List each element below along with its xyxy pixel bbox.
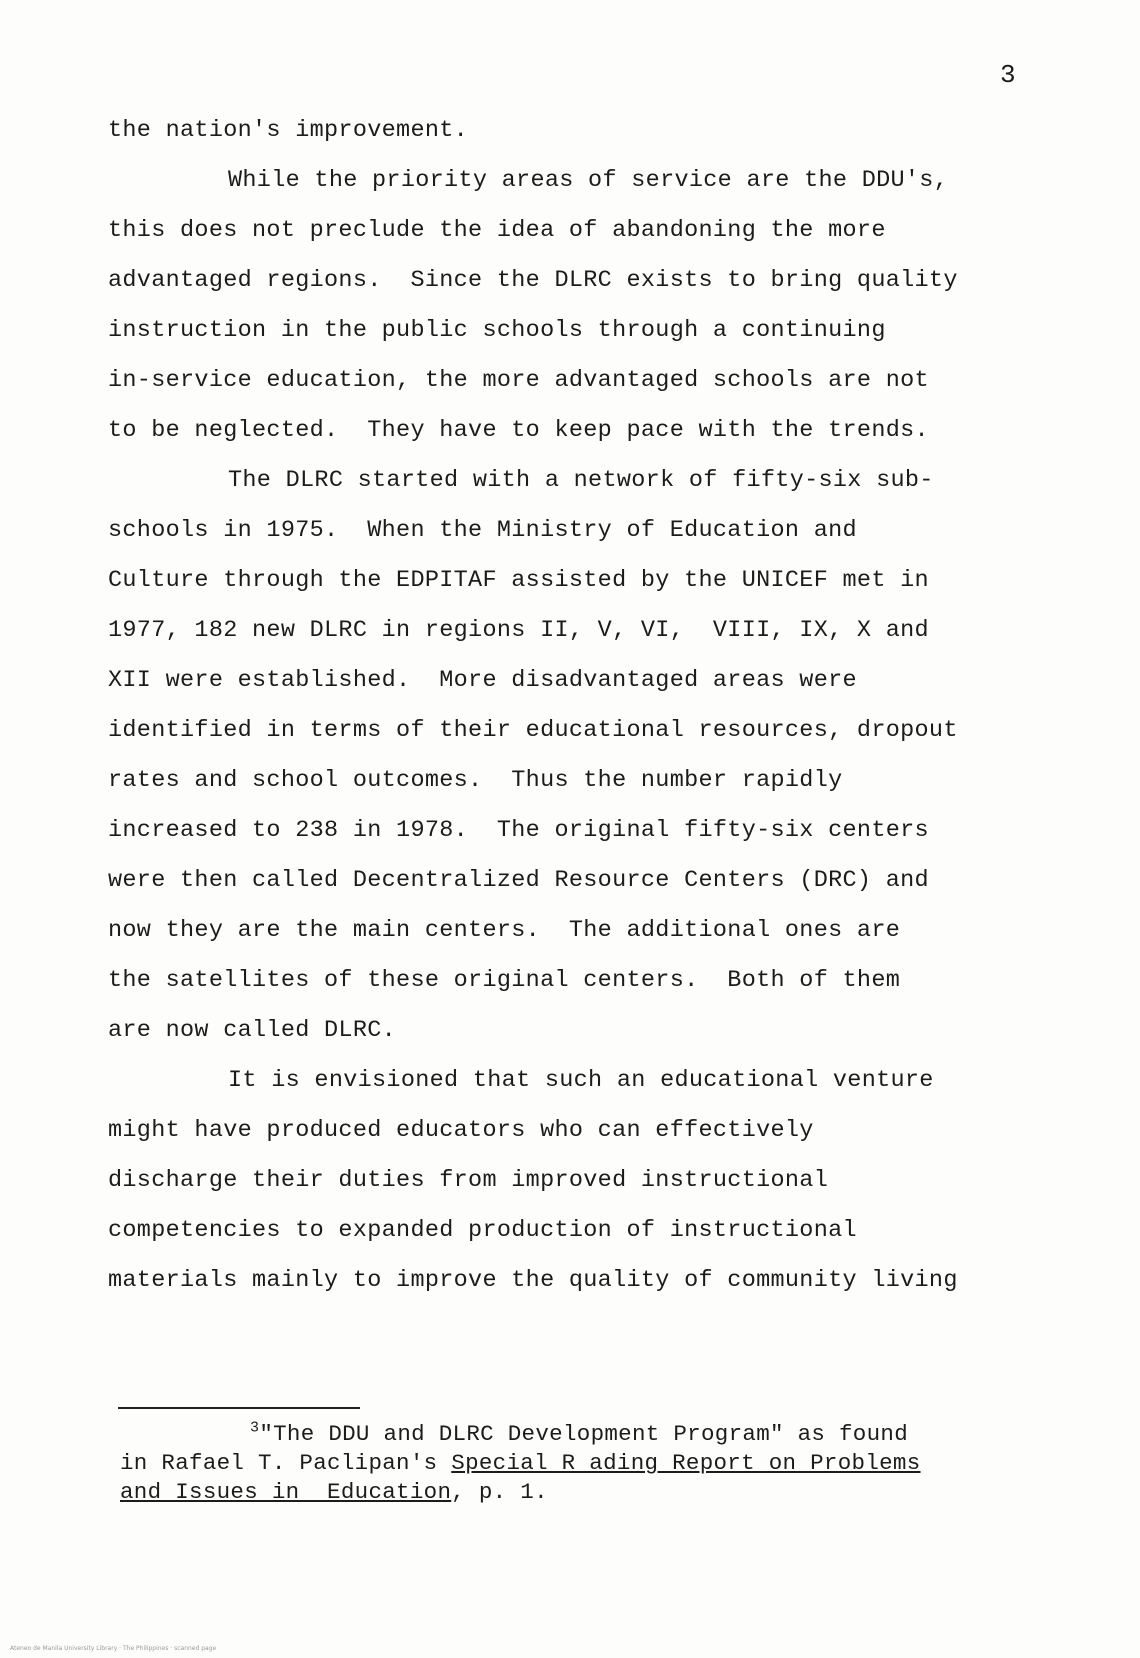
- body-line: Culture through the EDPITAF assisted by the UNICEF met in: [108, 567, 929, 594]
- body-line: schools in 1975. When the Ministry of Education and: [108, 517, 857, 544]
- body-line: the satellites of these original centers. Both of them: [108, 967, 901, 994]
- footnote-line-3: [120, 1478, 1080, 1507]
- body-line: to be neglected. They have to keep pace with the trends.: [108, 417, 929, 444]
- footnote: [120, 1420, 1080, 1507]
- body-line: are now called DLRC.: [108, 1017, 397, 1044]
- paragraph-start-line: The DLRC started with a network of fifty-six sub-: [228, 467, 934, 494]
- body-line: now they are the main centers. The additional ones are: [108, 917, 901, 944]
- body-line: in-service education, the more advantaged schools are not: [108, 367, 929, 394]
- body-line: might have produced educators who can effectively: [108, 1117, 814, 1144]
- footnote-text: "The DDU and DLRC Development Program" as found: [259, 1421, 909, 1447]
- body-line: were then called Decentralized Resource Centers (DRC) and: [108, 867, 929, 894]
- body-line: identified in terms of their educational resources, dropout: [108, 717, 958, 744]
- paragraph-start-line: While the priority areas of service are the DDU's,: [228, 167, 949, 194]
- footnote-text: in Rafael T. Paclipan's: [120, 1450, 452, 1476]
- body-line: 1977, 182 new DLRC in regions II, V, VI, VIII, IX, X and: [108, 617, 929, 644]
- footnote-text: , p. 1.: [451, 1479, 548, 1505]
- body-line: discharge their duties from improved instructional: [108, 1167, 829, 1194]
- scan-footer-text: Ateneo de Manila University Library · The Philippines · scanned page: [10, 1645, 217, 1652]
- body-line: advantaged regions. Since the DLRC exists to bring quality: [108, 267, 958, 294]
- body-text: [108, 106, 1068, 1306]
- page-number: 3: [1000, 60, 1016, 90]
- footnote-source-title: Special R ading Report on Problems: [451, 1450, 921, 1476]
- paragraph-start-line: It is envisioned that such an educational venture: [228, 1067, 934, 1094]
- footnote-source-title: and Issues in Education: [120, 1479, 452, 1505]
- body-line: competencies to expanded production of instructional: [108, 1217, 857, 1244]
- footnote-line-1: [120, 1420, 1080, 1449]
- footnote-line-2: [120, 1449, 1080, 1478]
- body-line: instruction in the public schools through a continuing: [108, 317, 886, 344]
- body-line: materials mainly to improve the quality of community living: [108, 1267, 958, 1294]
- footnote-marker: 3: [250, 1419, 260, 1437]
- body-line: rates and school outcomes. Thus the number rapidly: [108, 767, 843, 794]
- body-line: this does not preclude the idea of abandoning the more: [108, 217, 886, 244]
- body-line: the nation's improvement.: [108, 117, 469, 144]
- footnote-divider: [118, 1407, 360, 1409]
- body-line: increased to 238 in 1978. The original fifty-six centers: [108, 817, 929, 844]
- body-line: XII were established. More disadvantaged areas were: [108, 667, 857, 694]
